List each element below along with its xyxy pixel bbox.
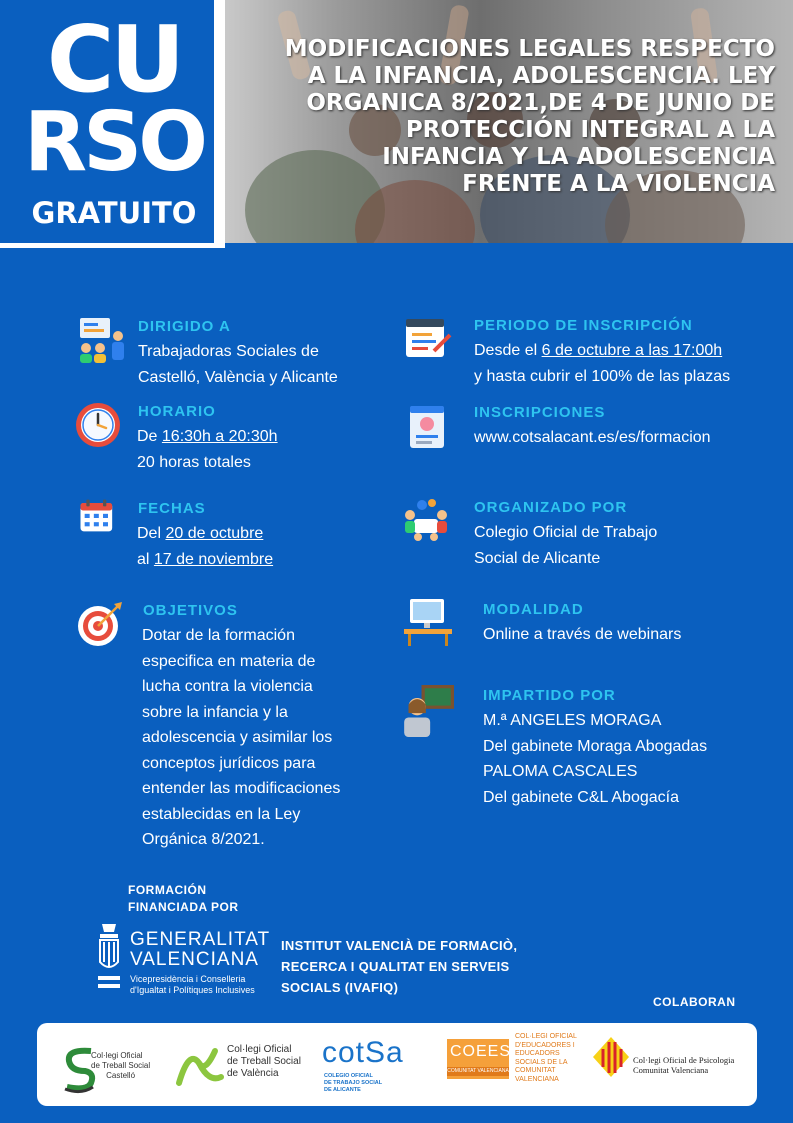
- ivafiq-text: INSTITUT VALENCIÀ DE FORMACIÒ, RECERCA I QUALITAT EN SERVEIS SOCIALS (IVAFIQ): [281, 938, 518, 995]
- clock-icon: [74, 401, 122, 449]
- logo-treball-social-valencia: Col·legi Oficial de Treball Social de València: [175, 1031, 305, 1097]
- organizado-text: Colegio Oficial de Trabajo Social de Alicante: [474, 524, 658, 567]
- inscripciones-label: INSCRIPCIONES: [474, 404, 606, 421]
- header-divider: [214, 0, 225, 243]
- financiada-label: FORMACIÓN FINANCIADA POR: [128, 883, 239, 914]
- periodo-date: 6 de octubre a las 17:00h: [541, 342, 723, 359]
- dirigido-section: [78, 316, 378, 396]
- header-divider-bottom: [0, 243, 225, 248]
- fechas-section: [78, 498, 378, 578]
- curso-gratuito-block: [0, 0, 214, 243]
- organizado-label: ORGANIZADO POR: [474, 499, 628, 516]
- modalidad-label: MODALIDAD: [483, 601, 584, 618]
- curso-text-rso: RSO: [24, 95, 204, 190]
- horario-section: [74, 401, 374, 481]
- logo-cotsa: cotSa COLEGIO OFICIAL DE TRABAJO SOCIAL DE ALICANTE: [322, 1036, 404, 1093]
- generalitat-crest-icon: [94, 922, 124, 996]
- inscripciones-url[interactable]: www.cotsalacant.es/es/formacion: [474, 429, 711, 446]
- logo-coees: COEES COMUNITAT VALENCIANA COL·LEGI OFICIAL D'EDUCADORES I EDUCADORS SOCIALS DE LA COMUNITAT VALENCIANA: [447, 1033, 577, 1083]
- dirigido-label: DIRIGIDO A: [138, 318, 231, 335]
- logo-treball-social-castello: Col·legi Oficial de Treball Social Castelló: [61, 1031, 161, 1097]
- collaborators-logo-strip: [37, 1023, 757, 1106]
- ponente-1: M.ª ANGELES MORAGA: [483, 712, 662, 729]
- horario-label: HORARIO: [138, 403, 216, 420]
- fecha-inicio: 20 de octubre: [165, 525, 264, 542]
- valencia-mark-icon: [175, 1043, 225, 1089]
- computer-desk-icon: [404, 599, 452, 647]
- teacher-icon: [402, 685, 454, 737]
- fecha-fin: 17 de noviembre: [153, 550, 274, 568]
- modalidad-section: [404, 599, 774, 659]
- inscripciones-section: [404, 402, 774, 462]
- horario-text: De 16:30h a 20:30h 20 horas totales: [137, 428, 278, 471]
- header-banner: [0, 0, 793, 248]
- impartido-label: IMPARTIDO POR: [483, 687, 616, 704]
- generalitat-name: GENERALITAT VALENCIANA: [130, 929, 271, 970]
- psicologia-diamond-icon: [593, 1037, 629, 1077]
- impartido-section: [402, 685, 772, 815]
- generalitat-logo: [94, 922, 274, 996]
- periodo-text: Desde el 6 de octubre a las 17:00h y hasta cubrir el 100% de las plazas: [474, 342, 731, 385]
- form-edit-icon: [404, 315, 452, 363]
- fechas-label: FECHAS: [138, 500, 206, 517]
- objetivos-text: Dotar de la formación especifica en materia de lucha contra la violencia sobre la infancia y la adolescencia y asimilar los conceptos jurídicos para entender las modificaciones establecidas en la Ley Orgánica 8/2021.: [142, 627, 341, 848]
- periodo-label: PERIODO DE INSCRIPCIÓN: [474, 317, 693, 334]
- dirigido-text: Trabajadoras Sociales de Castelló, València y Alicante: [138, 343, 338, 386]
- organizado-section: [402, 497, 772, 577]
- objetivos-label: OBJETIVOS: [143, 602, 238, 619]
- curso-text-cu: CU: [46, 6, 182, 113]
- cotsa-wordmark: cotSa: [322, 1036, 404, 1069]
- meeting-team-icon: [402, 497, 450, 545]
- impartido-text: M.ª ANGELES MORAGA Del gabinete Moraga Abogadas PALOMA CASCALES Del gabinete C&L Abogacía: [483, 708, 707, 810]
- objetivos-section: [76, 600, 386, 860]
- profile-card-icon: [404, 402, 452, 450]
- presentation-audience-icon: [78, 316, 126, 364]
- ponente-2: PALOMA CASCALES: [483, 763, 638, 780]
- header-photo: [225, 0, 793, 243]
- colaboran-label: COLABORAN: [653, 995, 736, 1009]
- fechas-text: Del 20 de octubre al 17 de noviembre: [137, 525, 274, 568]
- target-icon: [76, 600, 124, 648]
- gratuito-text: GRATUITO: [31, 196, 197, 230]
- logo-psicologia: Col·legi Oficial de Psicologia Comunitat Valenciana: [593, 1031, 751, 1097]
- periodo-section: [404, 315, 774, 395]
- calendar-icon: [78, 498, 118, 538]
- modalidad-text: Online a través de webinars: [483, 626, 682, 643]
- generalitat-subtitle: Vicepresidència i Conselleria d'Igualtat i Polítiques Inclusives: [130, 974, 255, 995]
- horario-time: 16:30h a 20:30h: [161, 428, 278, 445]
- course-title: MODIFICACIONES LEGALES RESPECTO A LA INFANCIA, ADOLESCENCIA. LEY ORGANICA 8/2021,DE 4 DE JUNIO DE PROTECCIÓN INTEGRAL A LA INFANCIA Y LA ADOLESCENCIA FRENTE A LA VIOLENCIA: [284, 36, 775, 197]
